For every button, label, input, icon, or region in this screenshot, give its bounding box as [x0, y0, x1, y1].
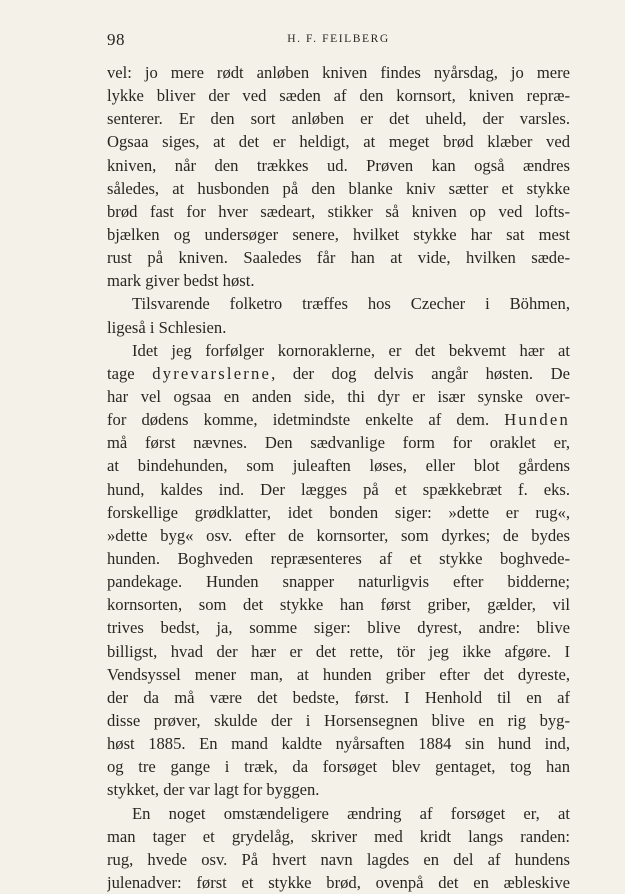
text-line: og tre gange i træk, da forsøget blev gentaget, tog han [107, 757, 570, 777]
text-line: hunden. Boghveden repræsenteres af et stykke boghvede- [107, 548, 570, 568]
spaced-emphasis: Hunden [504, 410, 570, 430]
running-head: H. F. FEILBERG [287, 33, 390, 45]
text-line: kornsorten, som det stykke han først griber, gælder, vil [107, 595, 570, 615]
text-line: således, at husbonden på den blanke kniv sætter et stykke [107, 178, 570, 198]
text-line: pandekage. Hunden snapper naturligvis efter bidderne; [107, 572, 570, 592]
text-line: høst 1885. En mand kaldte nyårsaften 1884 sin hund ind, [107, 734, 570, 754]
text-line [107, 408, 570, 431]
text-line: Vendsyssel mener man, at hunden griber efter det dyreste, [107, 664, 570, 684]
text-line: lykke bliver der ved sæden af den kornsort, kniven repræ- [107, 86, 570, 106]
text-line: at bindehunden, som juleaften løses, eller blot gårdens [107, 456, 570, 476]
text-line: har vel ogsaa en anden side, thi dyr er især synske over- [107, 386, 570, 406]
text-line: Tilsvarende folketro træffes hos Czecher i Böhmen, [132, 294, 570, 314]
text-line: Idet jeg forfølger kornoraklerne, er det bekvemt hær at [132, 340, 570, 360]
text-line [107, 362, 570, 385]
text-line: julenadver: først et stykke brød, ovenpå det en æbleskive [107, 872, 570, 892]
page-number: 98 [107, 30, 125, 49]
text-span: tage [107, 363, 153, 383]
text-line: hund, kaldes ind. Der lægges på et spækkebræt f. eks. [107, 479, 570, 499]
text-line: stykket, der var lagt for byggen. [107, 780, 320, 800]
spaced-emphasis: dyrevarslerne [152, 363, 272, 383]
page-header [107, 30, 570, 52]
text-span: , der dog delvis angår høsten. De [271, 363, 570, 383]
text-line: rug, hvede osv. På hvert navn lagdes en del af hundens [107, 849, 570, 869]
text-line: forskellige grødklatter, idet bonden siger: »dette er rug«, [107, 502, 570, 522]
text-line: billigst, hvad der hær er det rette, tör jeg ikke afgøre. I [107, 641, 570, 661]
text-line: En noget omstændeligere ændring af forsøget er, at [132, 803, 570, 823]
text-line: rust på kniven. Saaledes får han at vide, hvilken sæde- [107, 248, 570, 268]
text-line: disse prøver, skulde der i Horsensegnen blive en rig byg- [107, 710, 570, 730]
text-line: må først nævnes. Den sædvanlige form for oraklet er, [107, 433, 570, 453]
text-line: brød fast for hver sædeart, stikker så kniven op ved lofts- [107, 201, 570, 221]
text-line: vel: jo mere rødt anløben kniven findes nyårsdag, jo mere [107, 63, 570, 82]
text-line: der da må være det bedste, først. I Henhold til en af [107, 687, 570, 707]
text-line: bjælken og undersøger senere, hvilket stykke har sat mest [107, 224, 570, 244]
text-span: for dødens komme, idetmindste enkelte af dem. [107, 410, 505, 430]
text-line: man tager et grydelåg, skriver med kridt langs randen: [107, 826, 570, 846]
text-line: »dette byg« osv. efter de kornsorter, som dyrkes; de bydes [107, 525, 570, 545]
text-line: kniven, når den trækkes ud. Prøven kan også ændres [107, 155, 570, 175]
text-line: Ogsaa siges, at det er heldigt, at meget brød klæber ved [107, 132, 570, 152]
text-line: senterer. Er den sort anløben er det uheld, der varsles. [107, 109, 570, 129]
text-line: trives bedst, ja, somme siger: blive dyrest, andre: blive [107, 618, 570, 638]
body-text [107, 61, 570, 894]
text-line: ligeså i Schlesien. [107, 317, 227, 337]
text-line: mark giver bedst høst. [107, 271, 255, 291]
